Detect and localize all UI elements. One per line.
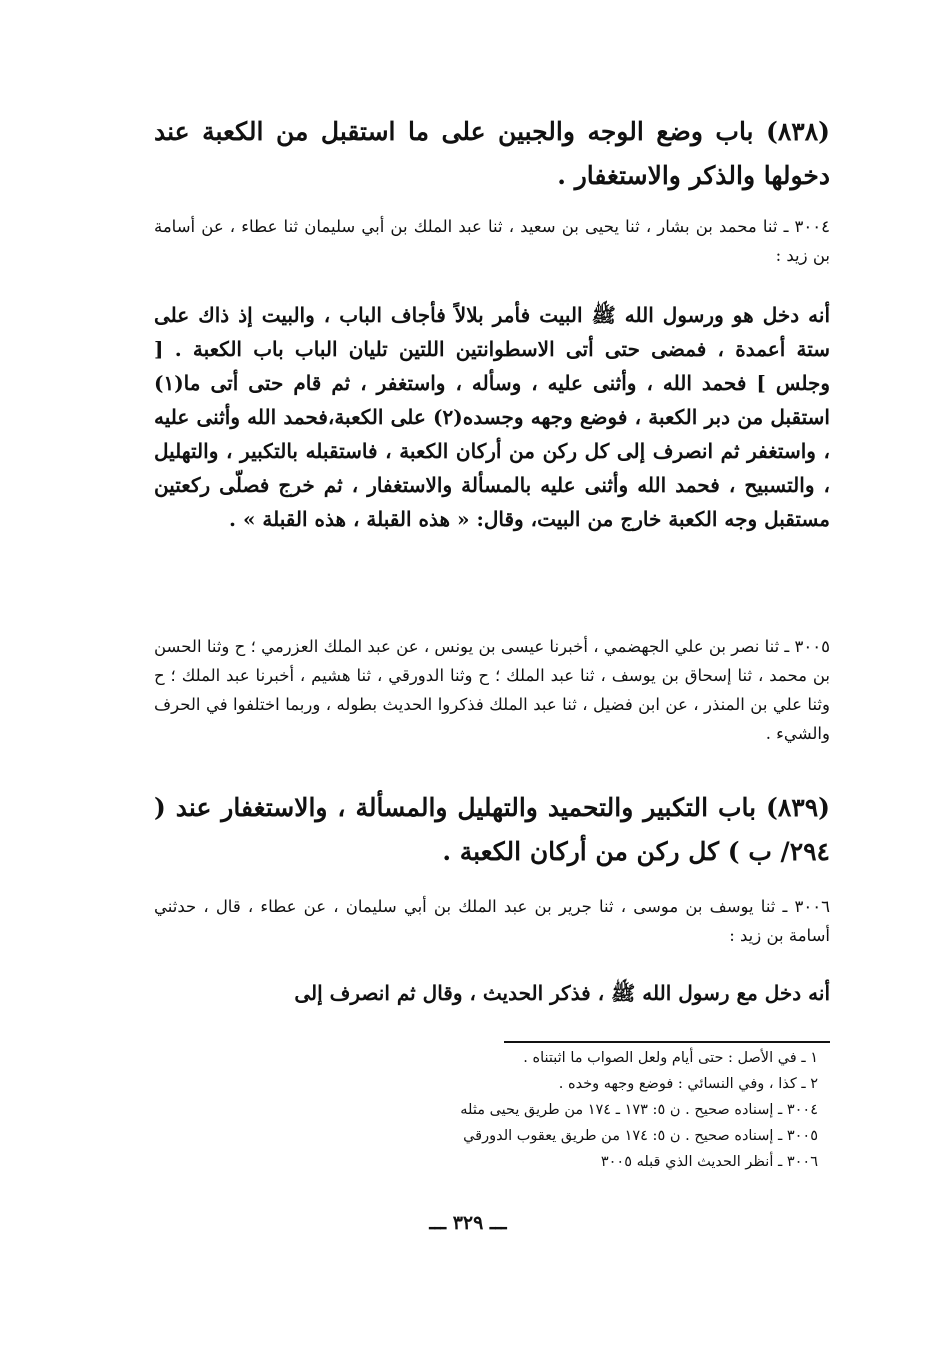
footnotes <box>258 1045 818 1175</box>
chapter-heading-838: (٨٣٨) باب وضع الوجه والجبين على ما استقبل من الكعبة عند دخولها والذكر والاستغفار . <box>154 117 830 190</box>
hadith-3004-isnad: ٣٠٠٤ ـ ثنا محمد بن بشار ، ثنا يحيى بن سعيد ، ثنا عبد الملك بن أبي سليمان ثنا عطاء ، عن أسامة بن زيد : <box>154 217 830 265</box>
hadith-3006-isnad: ٣٠٠٦ ـ ثنا يوسف بن موسى ، ثنا جرير بن عبد الملك بن أبي سليمان ، عن عطاء ، قال ، حدثني أسامة بن زيد : <box>154 897 830 945</box>
footnote-divider <box>504 1041 830 1043</box>
chapter-heading-839: (٨٣٩) باب التكبير والتحميد والتهليل والمسألة ، والاستغفار عند ( ٢٩٤/ ب ) كل ركن من أركان الكعبة . <box>154 793 830 866</box>
hadith-3005-isnad: ٣٠٠٥ ـ ثنا نصر بن علي الجهضمي ، أخبرنا عيسى بن يونس ، عن عبد الملك العزرمي ؛ ح وثنا الحسن بن محمد ، ثنا إسحاق بن يوسف ، ثنا عبد الملك ؛ ح وثنا الدورقي ، ثنا هشيم ، أخبرنا عبد الملك ؛ ح وثنا علي بن المنذر ، عن ابن فضيل ، ثنا عبد الملك فذكروا الحديث بطوله ، وربما اختلفوا في الحرف والشيء . <box>154 637 830 743</box>
hadith-3006-text: أنه دخل مع رسول الله ﷺ ، فذكر الحديث ، وقال ثم انصرف إلى <box>294 981 830 1005</box>
footnote-2: ٢ ـ كذا ، وفي النسائي : فوضع وجهه وخده . <box>558 1076 818 1092</box>
page-number: ـــ ٣٢٩ ـــ <box>429 1212 507 1234</box>
hadith-3004-text: أنه دخل هو ورسول الله ﷺ البيت فأمر بلالاً فأجاف الباب ، والبيت إذ ذاك على ستة أعمدة ، فمضى حتى أتى الاسطوانتين اللتين تليان الباب باب الكعبة . [ وجلس ] فحمد الله ، وأثنى عليه ، وسأله ، واستغفر ، ثم قام حتى أتى ما(١) استقبل من دبر الكعبة ، فوضع وجهه وجسده(٢) على الكعبة،فحمد الله وأثنى عليه ، واستغفر ثم انصرف إلى كل ركن من أركان الكعبة ، فاستقبله بالتكبير ، والتهليل ، والتسبيح ، فحمد الله وأثنى عليه بالمسألة والاستغفار ، ثم خرج فصلّى ركعتين مستقبل وجه الكعبة خارج من البيت، وقال: « هذه القبلة ، هذه القبلة » . <box>154 303 830 531</box>
footnote-3005: ٣٠٠٥ ـ إسناده صحيح . ن ٥: ١٧٤ من طريق يعقوب الدورقي <box>463 1128 818 1144</box>
footnote-3006: ٣٠٠٦ ـ أنظر الحديث الذي قبله ٣٠٠٥ <box>600 1154 818 1170</box>
footnote-1: ١ ـ في الأصل : حتى أيام ولعل الصواب ما اثبتناه . <box>523 1050 818 1066</box>
footnote-3004: ٣٠٠٤ ـ إسناده صحيح . ن ٥: ١٧٣ ـ ١٧٤ من طريق يحيى مثله <box>460 1102 818 1118</box>
